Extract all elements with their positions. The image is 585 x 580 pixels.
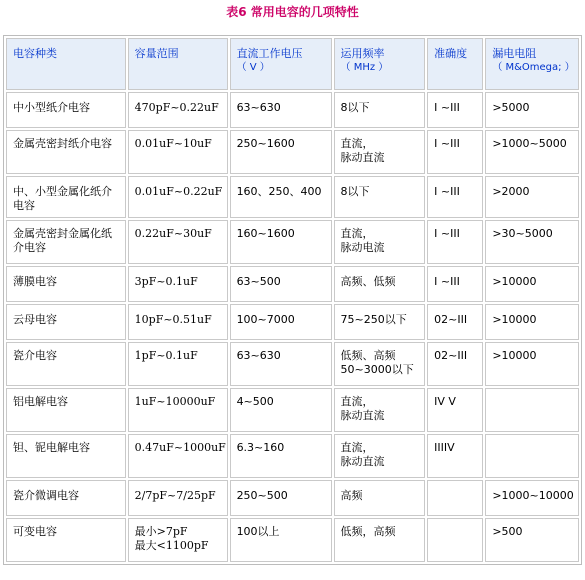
cell-voltage-line: 250~1600 bbox=[236, 137, 295, 150]
cell-voltage bbox=[230, 304, 332, 340]
cell-accuracy: IV V bbox=[427, 388, 483, 432]
cell-frequency-line: 高频 bbox=[340, 489, 363, 502]
cell-leakage bbox=[485, 388, 579, 432]
cell-voltage-line: 63~630 bbox=[236, 101, 281, 114]
table-row bbox=[6, 304, 579, 340]
cell-voltage bbox=[230, 388, 332, 432]
header-leakage: 漏电电阻 （ M&Omega; ） bbox=[485, 38, 579, 90]
cell-range bbox=[128, 434, 228, 478]
cell-voltage bbox=[230, 92, 332, 128]
cell-accuracy: 02~III bbox=[427, 342, 483, 386]
cell-accuracy: I ~III bbox=[427, 130, 483, 174]
cell-frequency bbox=[334, 220, 426, 264]
cell-frequency-line: 直流， bbox=[340, 395, 374, 408]
cell-frequency-line: 8以下 bbox=[340, 101, 370, 114]
cell-accuracy bbox=[427, 480, 483, 516]
table-row bbox=[6, 220, 579, 264]
cell-voltage-line: 63~500 bbox=[236, 275, 281, 288]
cell-leakage: >5000 bbox=[485, 92, 579, 128]
cell-leakage: >500 bbox=[485, 518, 579, 562]
cell-range bbox=[128, 220, 228, 264]
table-row bbox=[6, 92, 579, 128]
cell-range bbox=[128, 518, 228, 562]
cell-frequency-line: 高频、低频 bbox=[340, 275, 396, 288]
table-caption: 表6 常用电容的几项特性 bbox=[226, 5, 359, 19]
cell-accuracy: 02~III bbox=[427, 304, 483, 340]
cell-voltage bbox=[230, 130, 332, 174]
cell-voltage-line: 100~7000 bbox=[236, 313, 295, 326]
cell-leakage: >10000 bbox=[485, 266, 579, 302]
cell-range bbox=[128, 266, 228, 302]
cell-voltage bbox=[230, 518, 332, 562]
cell-voltage-line: 250~500 bbox=[236, 489, 288, 502]
cell-frequency bbox=[334, 266, 426, 302]
table-row bbox=[6, 176, 579, 218]
cell-range bbox=[128, 388, 228, 432]
cell-type: 中小型纸介电容 bbox=[6, 92, 126, 128]
table-row bbox=[6, 130, 579, 174]
cell-voltage bbox=[230, 434, 332, 478]
header-range: 容量范围 bbox=[128, 38, 228, 90]
cell-range-line: 2/7pF~7/25pF bbox=[134, 489, 216, 502]
table-row bbox=[6, 434, 579, 478]
header-voltage: 直流工作电压 （ V ） bbox=[230, 38, 332, 90]
cell-voltage-line: 160、250、400 bbox=[236, 185, 322, 198]
cell-type: 金属壳密封纸介电容 bbox=[6, 130, 126, 174]
cell-type: 云母电容 bbox=[6, 304, 126, 340]
cell-voltage bbox=[230, 266, 332, 302]
cell-range-line: 3pF~0.1uF bbox=[134, 275, 198, 288]
header-row bbox=[6, 38, 579, 90]
cell-leakage bbox=[485, 434, 579, 478]
cell-frequency bbox=[334, 92, 426, 128]
cell-range bbox=[128, 342, 228, 386]
cell-frequency-line: 脉动直流 bbox=[340, 151, 385, 164]
cell-frequency bbox=[334, 176, 426, 218]
cell-type: 瓷介微调电容 bbox=[6, 480, 126, 516]
header-frequency: 运用频率 （ MHz ） bbox=[334, 38, 426, 90]
cell-leakage: >10000 bbox=[485, 304, 579, 340]
cell-frequency bbox=[334, 130, 426, 174]
cell-frequency-line: 脉动直流 bbox=[340, 409, 385, 422]
cell-accuracy: I ~III bbox=[427, 220, 483, 264]
cell-range bbox=[128, 92, 228, 128]
cell-accuracy: I ~III bbox=[427, 266, 483, 302]
cell-frequency bbox=[334, 480, 426, 516]
cell-frequency-line: 脉动直流 bbox=[340, 455, 385, 468]
cell-frequency-line: 低频，高频 bbox=[340, 525, 396, 538]
cell-range-line: 最大<1100pF bbox=[134, 539, 209, 552]
cell-frequency bbox=[334, 518, 426, 562]
cell-range-line: 470pF~0.22uF bbox=[134, 101, 219, 114]
cell-voltage-line: 100以上 bbox=[236, 525, 280, 538]
cell-type: 铝电解电容 bbox=[6, 388, 126, 432]
cell-range bbox=[128, 304, 228, 340]
header-accuracy: 准确度 bbox=[427, 38, 483, 90]
cell-accuracy: I ~III bbox=[427, 176, 483, 218]
cell-type: 可变电容 bbox=[6, 518, 126, 562]
cell-range-line: 0.47uF~1000uF bbox=[134, 441, 226, 454]
cell-range bbox=[128, 480, 228, 516]
cell-frequency-line: 直流， bbox=[340, 441, 374, 454]
header-frequency-unit: （ MHz ） bbox=[340, 62, 389, 73]
cell-voltage bbox=[230, 220, 332, 264]
cell-frequency-line: 50~3000以下 bbox=[340, 363, 414, 376]
cell-frequency-line: 75~250以下 bbox=[340, 313, 407, 326]
cell-leakage: >2000 bbox=[485, 176, 579, 218]
cell-type: 薄膜电容 bbox=[6, 266, 126, 302]
cell-frequency bbox=[334, 304, 426, 340]
cell-range-line: 1uF~10000uF bbox=[134, 395, 216, 408]
table-row bbox=[6, 480, 579, 516]
cell-frequency bbox=[334, 388, 426, 432]
cell-frequency-line: 低频、高频 bbox=[340, 349, 396, 362]
cell-accuracy bbox=[427, 518, 483, 562]
table-body bbox=[6, 92, 579, 562]
table-row bbox=[6, 266, 579, 302]
cell-range-line: 1pF~0.1uF bbox=[134, 349, 198, 362]
cell-range-line: 0.01uF~0.22uF bbox=[134, 185, 223, 198]
cell-type: 中、小型金属化纸介电容 bbox=[6, 176, 126, 218]
cell-voltage-line: 63~630 bbox=[236, 349, 281, 362]
cell-frequency-line: 直流， bbox=[340, 137, 374, 150]
cell-frequency bbox=[334, 434, 426, 478]
cell-voltage bbox=[230, 342, 332, 386]
cell-voltage bbox=[230, 480, 332, 516]
cell-range-line: 10pF~0.51uF bbox=[134, 313, 212, 326]
header-voltage-unit: （ V ） bbox=[236, 62, 270, 73]
cell-accuracy: IIIIV bbox=[427, 434, 483, 478]
cell-range-line: 0.22uF~30uF bbox=[134, 227, 212, 240]
cell-type: 瓷介电容 bbox=[6, 342, 126, 386]
cell-voltage-line: 6.3~160 bbox=[236, 441, 285, 454]
table-row bbox=[6, 518, 579, 562]
table-row bbox=[6, 388, 579, 432]
cell-type: 钽、铌电解电容 bbox=[6, 434, 126, 478]
cell-range bbox=[128, 130, 228, 174]
cell-range bbox=[128, 176, 228, 218]
cell-leakage: >1000~5000 bbox=[485, 130, 579, 174]
cell-voltage-line: 160~1600 bbox=[236, 227, 295, 240]
cell-accuracy: I ~III bbox=[427, 92, 483, 128]
cell-leakage: >30~5000 bbox=[485, 220, 579, 264]
capacitor-properties-table bbox=[3, 35, 582, 565]
cell-frequency-line: 脉动电流 bbox=[340, 241, 385, 254]
cell-frequency-line: 8以下 bbox=[340, 185, 370, 198]
cell-leakage: >10000 bbox=[485, 342, 579, 386]
header-type: 电容种类 bbox=[6, 38, 126, 90]
cell-leakage: >1000~10000 bbox=[485, 480, 579, 516]
cell-frequency-line: 直流， bbox=[340, 227, 374, 240]
cell-range-line: 最小>7pF bbox=[134, 525, 188, 538]
cell-range-line: 0.01uF~10uF bbox=[134, 137, 212, 150]
header-leakage-unit: （ M&Omega; ） bbox=[492, 62, 575, 73]
table-row bbox=[6, 342, 579, 386]
cell-type: 金属壳密封金属化纸介电容 bbox=[6, 220, 126, 264]
cell-voltage bbox=[230, 176, 332, 218]
cell-voltage-line: 4~500 bbox=[236, 395, 274, 408]
cell-frequency bbox=[334, 342, 426, 386]
